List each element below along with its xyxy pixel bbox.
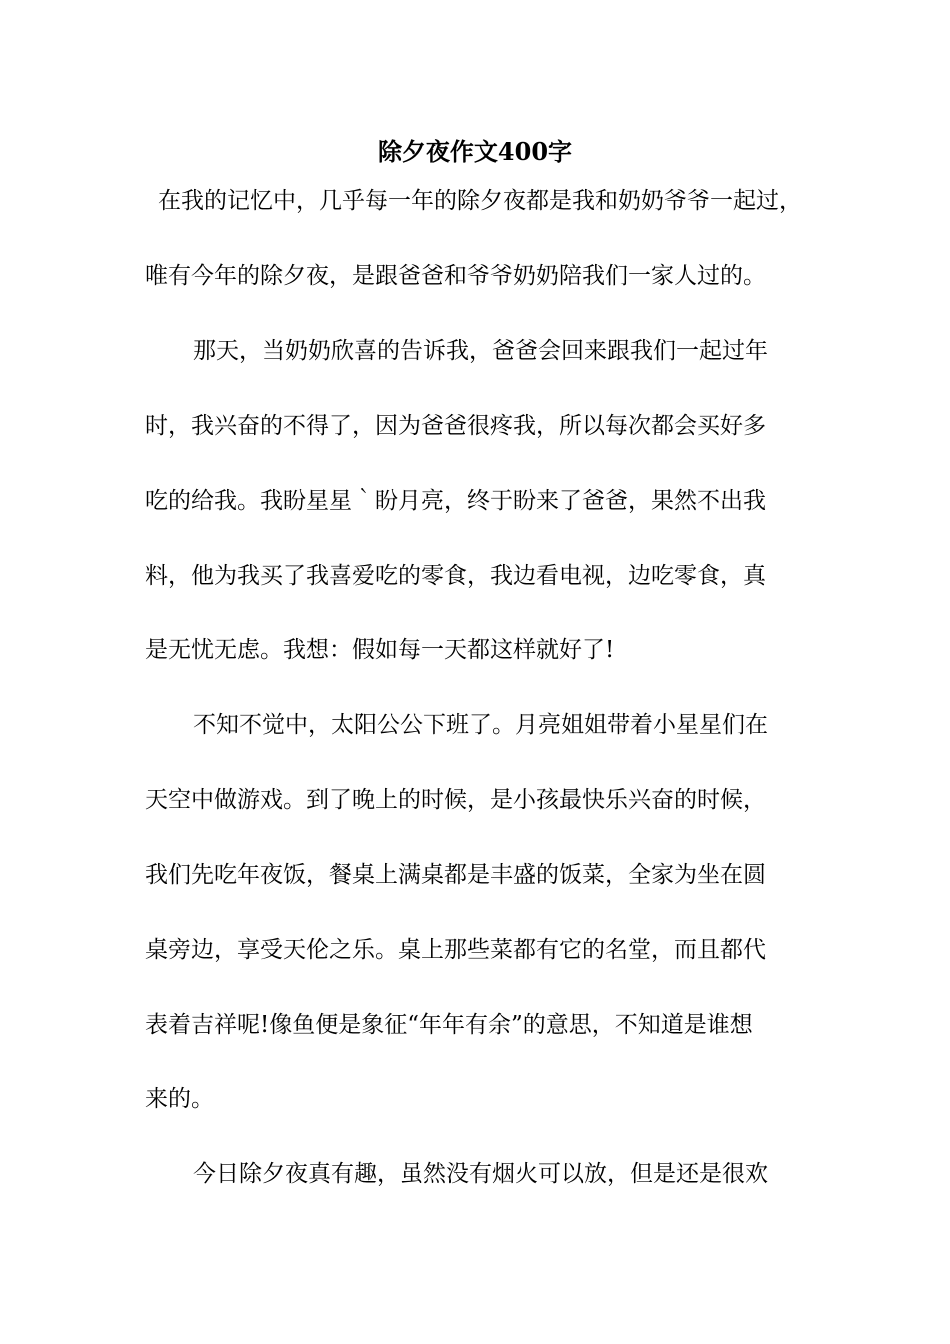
paragraph-line: 那天，当奶奶欣喜的告诉我，爸爸会回来跟我们一起过年 bbox=[193, 338, 768, 364]
paragraph-line: 不知不觉中，太阳公公下班了。月亮姐姐带着小星星们在 bbox=[193, 712, 768, 738]
paragraph-line: 是无忧无虑。我想：假如每一天都这样就好了! bbox=[145, 637, 615, 663]
paragraph-line: 料，他为我买了我喜爱吃的零食，我边看电视，边吃零食，真 bbox=[145, 563, 766, 589]
paragraph-line: 在我的记忆中，几乎每一年的除夕夜都是我和奶奶爷爷一起过， bbox=[158, 188, 802, 214]
paragraph-line: 桌旁边，享受天伦之乐。桌上那些菜都有它的名堂，而且都代 bbox=[145, 937, 766, 963]
paragraph-line: 时，我兴奋的不得了，因为爸爸很疼我，所以每次都会买好多 bbox=[145, 413, 766, 439]
paragraph-line: 我们先吃年夜饭，餐桌上满桌都是丰盛的饭菜，全家为坐在圆 bbox=[145, 862, 766, 888]
paragraph-line: 吃的给我。我盼星星｀盼月亮，终于盼来了爸爸，果然不出我 bbox=[145, 488, 766, 514]
paragraph-line: 今日除夕夜真有趣，虽然没有烟火可以放，但是还是很欢 bbox=[193, 1161, 768, 1187]
paragraph-line: 唯有今年的除夕夜，是跟爸爸和爷爷奶奶陪我们一家人过的。 bbox=[145, 263, 766, 289]
paragraph-line: 表着吉祥呢!像鱼便是象征“年年有余”的意思，不知道是谁想 bbox=[145, 1012, 753, 1038]
paragraph-line: 天空中做游戏。到了晚上的时候，是小孩最快乐兴奋的时候， bbox=[145, 787, 766, 813]
document-title: 除夕夜作文400字 bbox=[377, 137, 573, 166]
paragraph-line: 来的。 bbox=[145, 1086, 214, 1112]
